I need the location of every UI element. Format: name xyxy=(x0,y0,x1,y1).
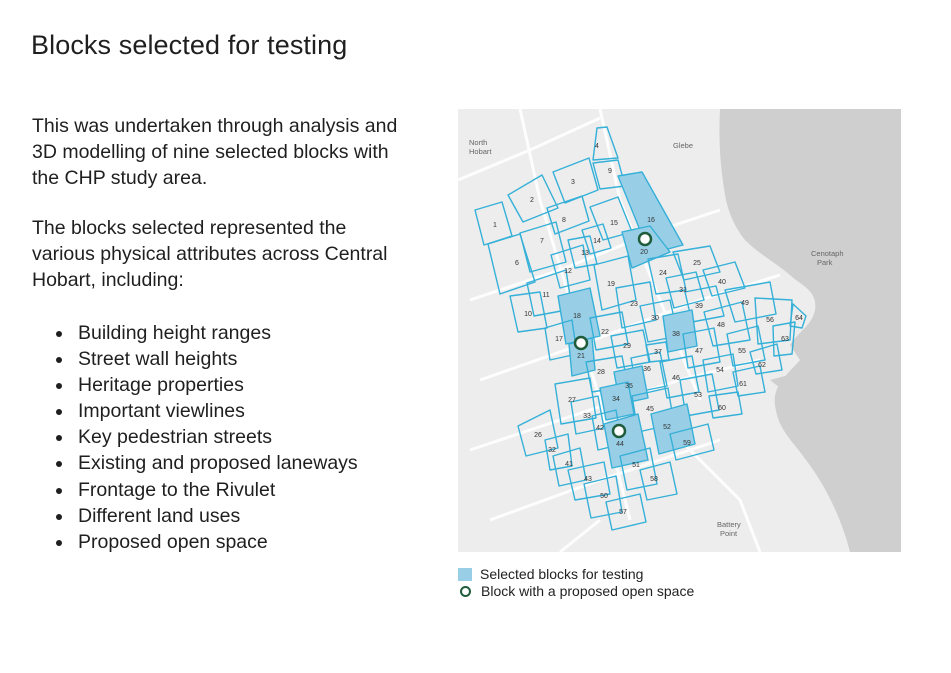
block-label: 47 xyxy=(695,348,703,355)
block-label: 33 xyxy=(583,413,591,420)
attribute-item: Existing and proposed laneways xyxy=(32,450,358,476)
legend-selected-label: Selected blocks for testing xyxy=(480,566,644,582)
place-label-cenotaph-park: Cenotaph xyxy=(811,249,844,258)
block-label: 54 xyxy=(716,367,724,374)
place-label-cenotaph-park: Park xyxy=(817,258,833,267)
block-label: 50 xyxy=(600,493,608,500)
block-label: 1 xyxy=(493,222,497,229)
block-label: 35 xyxy=(625,383,633,390)
attribute-item: Proposed open space xyxy=(32,529,358,555)
block-label: 7 xyxy=(540,238,544,245)
open-space-marker-21 xyxy=(575,337,587,349)
page-title: Blocks selected for testing xyxy=(31,30,348,60)
block-label: 32 xyxy=(548,447,556,454)
block-label: 18 xyxy=(573,313,581,320)
open-space-marker-20 xyxy=(639,233,651,245)
block-label: 29 xyxy=(623,343,631,350)
block-label: 16 xyxy=(647,217,655,224)
block-label: 3 xyxy=(571,179,575,186)
block-label: 55 xyxy=(738,348,746,355)
block-label: 52 xyxy=(663,424,671,431)
block-label: 20 xyxy=(640,249,648,256)
block-label: 53 xyxy=(694,392,702,399)
attribute-item: Important viewlines xyxy=(32,398,358,424)
block-label: 27 xyxy=(568,397,576,404)
block-label: 19 xyxy=(607,281,615,288)
block-label: 23 xyxy=(630,301,638,308)
block-label: 44 xyxy=(616,441,624,448)
legend-open-space-row xyxy=(458,583,694,600)
open-space-marker-44 xyxy=(613,425,625,437)
block-label: 37 xyxy=(654,349,662,356)
block-label: 62 xyxy=(758,362,766,369)
block-label: 58 xyxy=(650,476,658,483)
attribute-item: Street wall heights xyxy=(32,346,358,372)
block-label: 8 xyxy=(562,217,566,224)
block-label: 10 xyxy=(524,311,532,318)
attribute-list xyxy=(32,320,358,555)
block-label: 31 xyxy=(679,287,687,294)
study-area-map xyxy=(458,109,901,552)
block-label: 11 xyxy=(542,292,550,299)
block-label: 17 xyxy=(555,336,563,343)
attributes-lead: The blocks selected represented the various physical attributes across Central Hobart, including: xyxy=(32,217,388,291)
place-label-battery-point: Point xyxy=(720,529,738,538)
block-label: 48 xyxy=(717,322,725,329)
block-label: 21 xyxy=(577,353,585,360)
block-label: 42 xyxy=(596,425,604,432)
attribute-item: Building height ranges xyxy=(32,320,358,346)
block-label: 25 xyxy=(693,260,701,267)
attribute-item: Different land uses xyxy=(32,503,358,529)
place-label-battery-point: Battery xyxy=(717,520,741,529)
selected-block-swatch xyxy=(458,568,472,581)
attribute-item: Heritage properties xyxy=(32,372,358,398)
block-label: 30 xyxy=(651,315,659,322)
block-label: 34 xyxy=(612,396,620,403)
block-label: 13 xyxy=(581,250,589,257)
place-label-glebe: Glebe xyxy=(673,141,694,150)
block-label: 57 xyxy=(619,509,627,516)
place-label-north-hobart: Hobart xyxy=(469,147,492,156)
block-label: 15 xyxy=(610,220,618,227)
block-label: 4 xyxy=(595,143,599,150)
open-space-ring-icon xyxy=(460,586,471,597)
block-label: 39 xyxy=(695,303,703,310)
place-label-north-hobart: North xyxy=(469,138,488,147)
legend-open-space-label: Block with a proposed open space xyxy=(481,583,695,599)
block-label: 59 xyxy=(683,440,691,447)
block-label: 60 xyxy=(718,405,726,412)
block-label: 43 xyxy=(584,476,592,483)
block-label: 36 xyxy=(643,366,651,373)
block-38 xyxy=(663,310,697,352)
block-label: 38 xyxy=(672,331,680,338)
block-label: 9 xyxy=(608,168,612,175)
map-legend xyxy=(458,566,694,600)
block-label: 51 xyxy=(632,462,640,469)
block-label: 45 xyxy=(646,406,654,413)
block-label: 46 xyxy=(672,375,680,382)
attribute-item: Key pedestrian streets xyxy=(32,424,358,450)
intro-paragraph: This was undertaken through analysis and 3D modelling of nine selected blocks with the CHP study area. xyxy=(32,115,398,189)
block-label: 6 xyxy=(515,260,519,267)
block-label: 12 xyxy=(564,268,572,275)
block-label: 49 xyxy=(741,300,749,307)
block-label: 2 xyxy=(530,197,534,204)
block-label: 64 xyxy=(795,315,803,322)
block-label: 28 xyxy=(597,369,605,376)
block-label: 63 xyxy=(781,336,789,343)
block-label: 26 xyxy=(534,432,542,439)
block-label: 22 xyxy=(601,329,609,336)
block-label: 24 xyxy=(659,270,667,277)
block-label: 14 xyxy=(593,238,601,245)
legend-selected-row xyxy=(458,566,694,583)
block-label: 41 xyxy=(565,461,573,468)
block-label: 61 xyxy=(739,381,747,388)
attribute-item: Frontage to the Rivulet xyxy=(32,477,358,503)
block-label: 40 xyxy=(718,279,726,286)
block-label: 56 xyxy=(766,317,774,324)
